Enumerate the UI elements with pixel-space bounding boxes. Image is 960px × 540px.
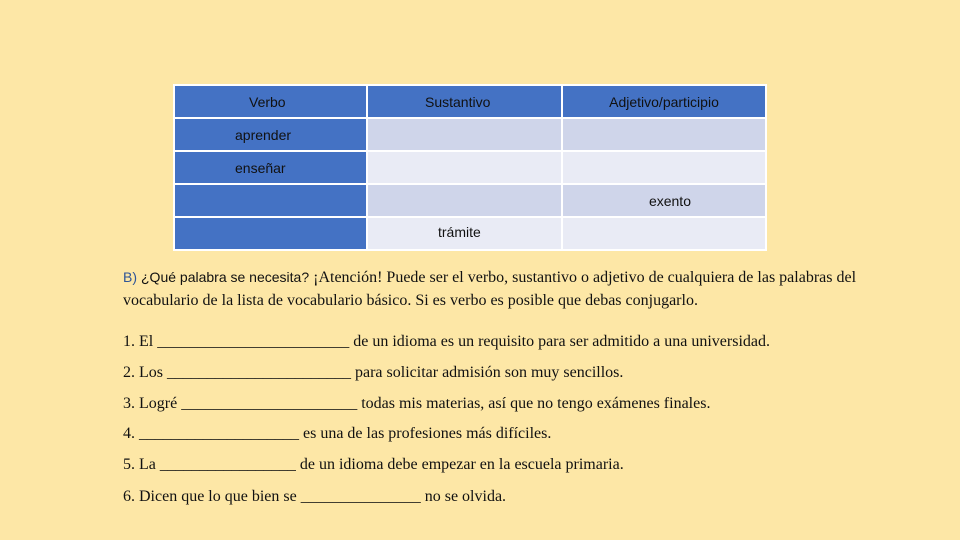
exercise-item-3: 3. Logré ______________________ todas mis materias, así que no tengo exámenes finales. [123, 395, 711, 412]
section-letter: B) [123, 269, 137, 285]
exercise-item-1: 1. El ________________________ de un idioma es un requisito para ser admitido a una universidad. [123, 333, 770, 350]
table-row [174, 217, 766, 250]
header-sustantivo: Sustantivo [367, 85, 562, 118]
table-cell [367, 118, 562, 151]
exercise-item-5: 5. La _________________ de un idioma debe empezar en la escuela primaria. [123, 456, 624, 473]
table-row [174, 118, 766, 151]
section-instructions [123, 266, 883, 312]
table-row [174, 184, 766, 217]
instructions-text: ¡Atención! Puede ser el verbo, sustantivo o adjetivo de cualquiera de las palabras del vocabulario de la lista de vocabulario básico. Si es verbo es posible que debas conjugarlo. [123, 269, 857, 309]
table-cell [562, 118, 766, 151]
vocabulary-table [173, 84, 767, 251]
table-cell [174, 184, 367, 217]
table-cell [367, 151, 562, 184]
table-cell [367, 184, 562, 217]
exercise-item-4: 4. ____________________ es una de las profesiones más difíciles. [123, 425, 552, 442]
table-cell: aprender [174, 118, 367, 151]
table-header-row [174, 85, 766, 118]
table-row [174, 151, 766, 184]
table-cell [174, 217, 367, 250]
table-cell [367, 217, 562, 250]
header-verbo: Verbo [174, 85, 367, 118]
table-cell-text: trámite [438, 224, 481, 240]
table-cell: enseñar [174, 151, 367, 184]
table-cell [562, 217, 766, 250]
exercise-item-6: 6. Dicen que lo que bien se _______________ no se olvida. [123, 488, 507, 505]
table-cell [562, 151, 766, 184]
header-adjetivo: Adjetivo/participio [562, 85, 766, 118]
table-cell: exento [562, 184, 766, 217]
section-question: ¿Qué palabra se necesita? [141, 269, 310, 285]
exercise-item-2: 2. Los _______________________ para solicitar admisión son muy sencillos. [123, 364, 624, 381]
